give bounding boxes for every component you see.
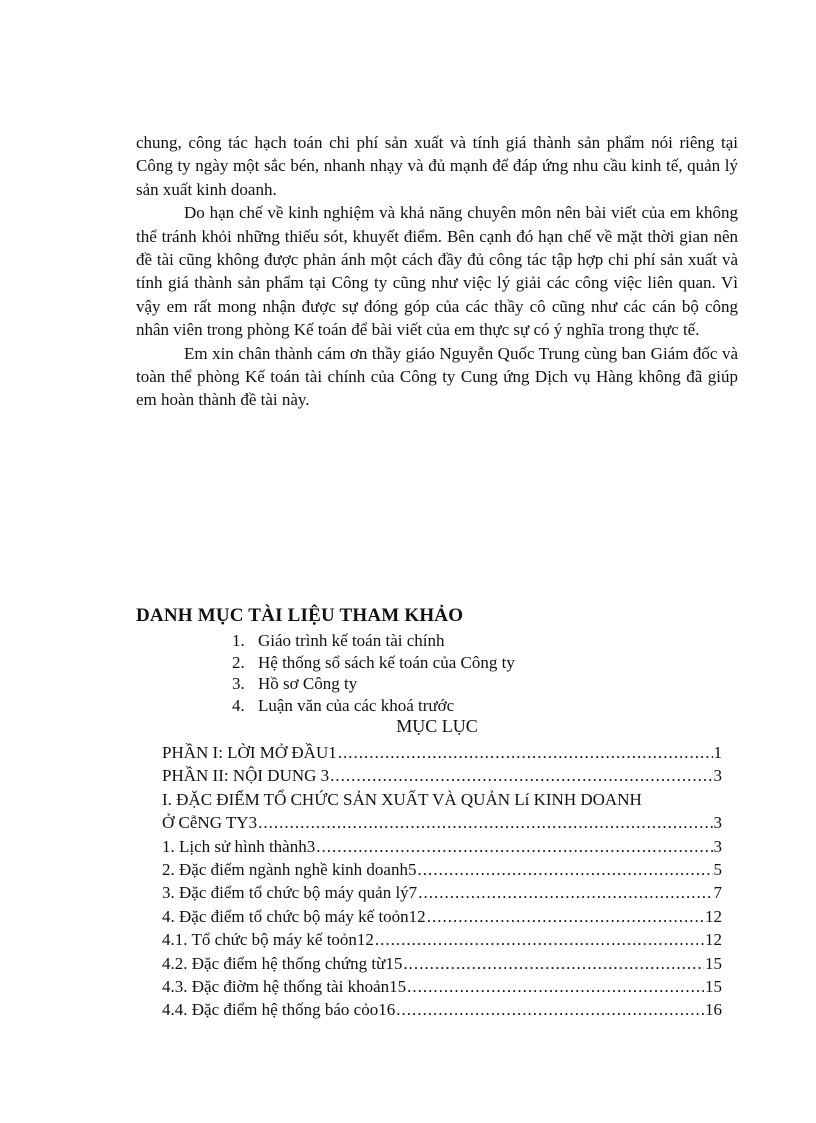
toc-entry[interactable] — [162, 905, 722, 928]
toc-page-number: 12 — [705, 906, 722, 926]
toc-entry[interactable] — [162, 788, 722, 811]
toc-entry-label: 4.3. Đặc điờm hệ thống tài khoản15 — [162, 977, 407, 997]
reference-number: 1. — [232, 631, 245, 650]
reference-item — [232, 695, 515, 717]
toc-entry-label: 2. Đặc điểm ngành nghề kinh doanh5 — [162, 860, 417, 880]
references-title: DANH MỤC TÀI LIỆU THAM KHẢO — [136, 605, 464, 626]
body-paragraph: Em xin chân thành cám ơn thầy giáo Nguyễn Quốc Trung cùng ban Giám đốc và toàn thể phòng Kế toán tài chính của Công ty Cung ứng Dịch vụ Hàng không đã giúp em hoàn thành đề tài này. — [136, 343, 738, 410]
reference-item — [232, 652, 515, 674]
table-of-contents — [162, 741, 722, 1022]
toc-dot-leader — [407, 975, 704, 998]
toc-page-number: 1 — [713, 743, 722, 762]
reference-number: 3. — [232, 674, 245, 693]
references-list — [232, 630, 515, 716]
reference-text: Hồ sơ Công ty — [258, 674, 358, 693]
toc-entry-label: PHẦN II: NỘI DUNG 3 — [162, 766, 330, 786]
toc-dot-leader — [417, 858, 712, 881]
toc-page-number: 3 — [713, 766, 722, 786]
toc-entry[interactable] — [162, 975, 722, 998]
body-paragraph: Do hạn chế về kinh nghiệm và khả năng chuyên môn nên bài viết của em không thể tránh khỏi những thiếu sót, khuyết điểm. Bên cạnh đó hạn chế về mặt thời gian nên đề tài cũng không được phản ánh một cách đầy đủ công tác tập hợp chi phí sản xuất và tính giá thành sản phẩm tại Công ty cũng như việc lý giải các công việc liên quan. Vì vậy em rất mong nhận được sự đóng góp của các thầy cô cũng như các cán bộ công nhân viên trong phòng Kế toán để bài viết của em thực sự có ý nghĩa trong thực tế. — [136, 203, 738, 340]
toc-entry[interactable] — [162, 928, 722, 951]
reference-number: 4. — [232, 695, 245, 715]
toc-entry-label: 4. Đặc điểm tổ chức bộ máy kế toỏn12 — [162, 906, 426, 926]
toc-entry[interactable] — [162, 741, 722, 764]
toc-dot-leader — [396, 998, 704, 1021]
toc-entry[interactable] — [162, 881, 722, 904]
toc-dot-leader — [338, 741, 713, 764]
toc-dot-leader — [403, 952, 704, 975]
toc-entry[interactable] — [162, 835, 722, 858]
toc-entry-label: 3. Đặc điểm tổ chức bộ máy quản lý7 — [162, 883, 418, 903]
reference-text: Luận văn của các khoá trước — [258, 695, 455, 715]
toc-page-number: 3 — [713, 813, 722, 833]
toc-entry-label: 4.4. Đặc điểm hệ thống báo cỏo16 — [162, 1000, 396, 1020]
toc-page-number: 5 — [713, 860, 722, 880]
toc-page-number: 12 — [705, 930, 722, 950]
reference-item — [232, 630, 515, 652]
toc-entry[interactable] — [162, 764, 722, 787]
toc-page-number: 16 — [705, 1000, 722, 1020]
reference-item — [232, 673, 515, 695]
reference-number: 2. — [232, 652, 245, 672]
toc-page-number: 15 — [705, 953, 722, 973]
toc-dot-leader — [258, 811, 712, 834]
toc-entry-label: 4.2. Đặc điểm hệ thống chứng từ15 — [162, 953, 403, 973]
toc-entry-label: 1. Lịch sử hình thành3 — [162, 836, 316, 856]
body-text — [136, 131, 738, 412]
toc-entry-label: I. ĐẶC ĐIỂM TỔ CHỨC SẢN XUẤT VÀ QUẢN Lí KINH DOANH — [162, 789, 642, 809]
toc-entry[interactable] — [162, 858, 722, 881]
toc-entry-label: 4.1. Tổ chức bộ máy kế toỏn12 — [162, 930, 374, 950]
toc-dot-leader — [316, 835, 712, 858]
body-paragraph: chung, công tác hạch toán chi phí sản xuất và tính giá thành sản phẩm nói riêng tại Công ty ngày một sắc bén, nhanh nhạy và đủ mạnh để đáp ứng nhu cầu kinh tế, quản lý sản xuất kinh doanh. — [136, 133, 738, 199]
toc-entry-label: Ở CễNG TY3 — [162, 813, 258, 833]
toc-page-number: 3 — [713, 836, 722, 856]
reference-text: Giáo trình kế toán tài chính — [258, 631, 445, 650]
reference-text: Hệ thống sổ sách kế toán của Công ty — [258, 652, 515, 672]
toc-entry[interactable] — [162, 811, 722, 834]
toc-title: MỤC LỤC — [396, 716, 478, 736]
toc-entry[interactable] — [162, 998, 722, 1021]
toc-page-number: 7 — [713, 883, 722, 903]
toc-entry[interactable] — [162, 952, 722, 975]
toc-entry-label: PHẦN I: LỜI MỞ ĐẦU1 — [162, 743, 337, 762]
toc-dot-leader — [427, 905, 704, 928]
toc-page-number: 15 — [705, 977, 722, 997]
toc-dot-leader — [375, 928, 704, 951]
toc-dot-leader — [418, 881, 712, 904]
toc-dot-leader — [330, 764, 712, 787]
